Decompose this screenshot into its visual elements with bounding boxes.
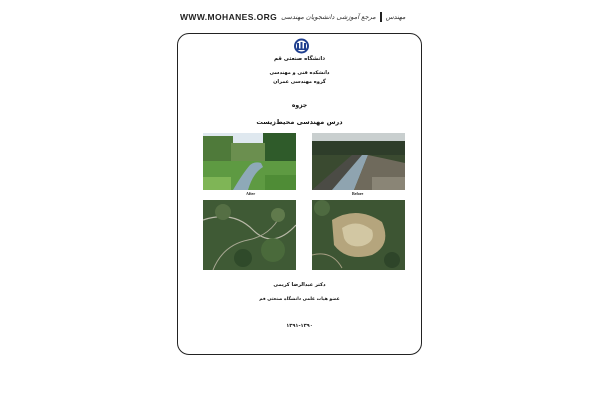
- author-affiliation: عضو هیات علمی دانشگاه صنعتی قم: [259, 297, 340, 302]
- site-header-bar: [180, 9, 430, 25]
- site-slogan: مرجع آموزشی دانشجویان مهندسی: [281, 13, 376, 21]
- caption-before: Before: [352, 191, 364, 196]
- university-logo-icon: [293, 38, 310, 54]
- course-title: درس مهندسی محیط‌زیست: [256, 118, 343, 126]
- university-name: دانشگاه صنعتی قم: [273, 56, 326, 62]
- department-name: گروه مهندسی عمران: [273, 79, 326, 85]
- faculty-name: دانشکده فنی و مهندسی: [269, 70, 330, 76]
- photo-river-before: [312, 133, 405, 190]
- photo-aerial-mining: [312, 200, 405, 270]
- document-type-label: جزوه: [291, 102, 308, 109]
- caption-after: After: [246, 191, 256, 196]
- site-url[interactable]: WWW.MOHANES.ORG: [180, 12, 278, 22]
- author-name: دکتر عبدالرضا کریمی: [273, 282, 326, 288]
- site-brand: مهندس: [385, 13, 406, 21]
- document-cover-page: [177, 33, 422, 355]
- photo-river-after: [203, 133, 296, 190]
- photo-aerial-forest: [203, 200, 296, 270]
- header-divider: [380, 12, 382, 22]
- academic-year: ۱۳۹۱-۱۳۹۰: [286, 323, 313, 329]
